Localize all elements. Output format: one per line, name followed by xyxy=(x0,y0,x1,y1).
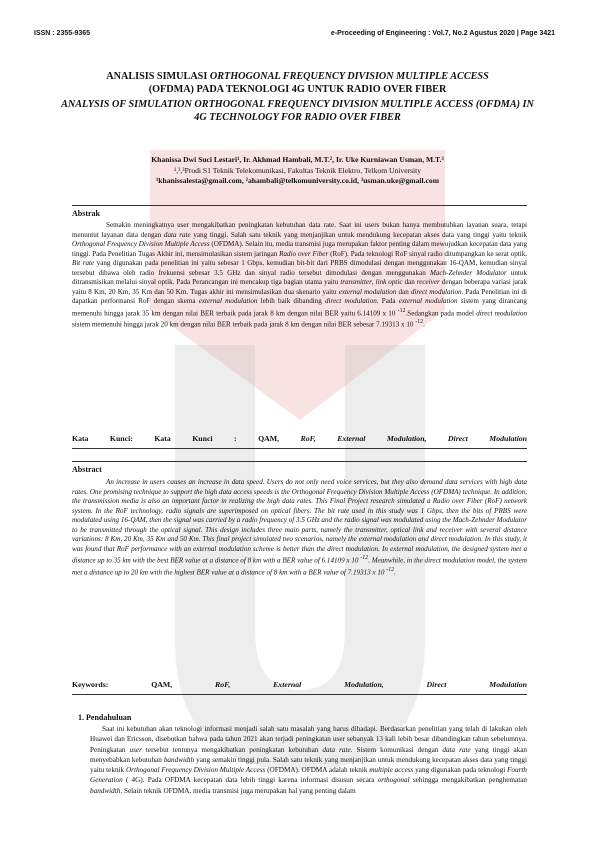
kata-kunci-line: Kata Kunci: Kata Kunci : QAM, RoF, External Modulation, Direct Modulation xyxy=(72,434,527,443)
keywords-line: Keywords: QAM, RoF, External Modulation, Direct Modulation xyxy=(72,680,527,689)
abstract-body: An increase in users causes an increase in data speed. Users do not only need voice services, but they also demand data services with high data rates. One promising technique to support the high data access speeds is the Orthogonal Frequency Division Multiple Access (OFDMA) technique. In addition, the transmission media is also an important factor in realizing the high data rates. This Final Project research simulated a Radio over Fiber (RoF) network system. In the RoF technology, radio signals are superimposed on optical fibers. The bit rate used in this study was 1 Gbps, then the bits of PRBS were modulated using 16-QAM, then the signal was carried by a radio frequency of 3.5 GHz and the radio signal was modulated using the Mach-Zehnder Modulator to be transmitted through the optical signal. This design includes three main parts, namely the transmitter, optical link and receiver with several distance variations: 8 Km, 20 Km, 35 Km and 50 Km. This final project simulated two scenarios, namely the external modulation and direct modulation. In this study, it was found that RoF performance with an external modulation scheme is better than the direct modulation. In external modulation, the designed system met a distance up to 35 km with the best BER value at a distance of 8 km with a BER value of 6.14109 x 10 $^{-12}$. Meanwhile, in the direct modulation model, the system met a distance up to 20 km with the highest BER value at a distance of 8 km with a BER value of 7.19313 x 10 $^{-12}$. xyxy=(72,478,527,577)
journal-header: e-Proceeding of Engineering : Vol.7, No.2 Agustus 2020 | Page 3421 xyxy=(330,30,555,37)
kata-kunci-bottom-rule xyxy=(72,448,527,449)
abstrak-top-rule xyxy=(72,205,527,206)
abstrak-heading: Abstrak xyxy=(72,209,101,218)
title-block xyxy=(55,70,540,124)
author-emails: ¹khanissalesta@gmail.com, ²ahambali@telkomuniversity.co.id, ³usman.uke@gmail.com xyxy=(155,176,440,185)
abstract-top-rule xyxy=(72,461,527,462)
issn-header: ISSN : 2355-9365 xyxy=(34,30,91,37)
authors-block xyxy=(55,155,540,187)
author-names: Khanissa Dwi Suci Lestari¹, Ir. Akhmad Hambali, M.T.², Ir. Uke Kurniawan Usman, M.T.³ xyxy=(151,155,444,164)
author-affiliation: ¹,²,³Prodi S1 Teknik Telekomunikasi, Fakultas Teknik Elektro, Telkom University xyxy=(173,165,422,175)
abstract-heading: Abstract xyxy=(72,465,102,474)
title-english: ANALYSIS OF SIMULATION ORTHOGONAL FREQUENCY DIVISION MULTIPLE ACCESS (OFDMA) IN 4G TECHNOLOGY FOR RADIO OVER FIBER xyxy=(61,99,534,123)
intro-heading: 1. Pendahuluan xyxy=(78,713,132,722)
abstrak-body: Semakin meningkatnya user mengakibatkan peningkatan kebutuhan data rate. Saat ini users bukan hanya membutuhkan layanan suara, tetapi menuntut layanan data dengan data rate yang tinggi. Salah satu teknik yang menjanjikan untuk mendukung kecepatan akses data yang tinggi yaitu teknik Orthogonal Frequency Division Multiple Access (OFDMA). Selain itu, media transmisi juga merupakan faktor penting dalam mewujudkan kecepatan data yang tinggi. Pada Penelitian Tugas Akhir ini, mensimulasikan sistem jaringan Radio over Fiber (RoF). Pada teknologi RoF sinyal radio ditumpangkan ke serat optik. Bit rate yang digunakan pada penelitian ini yaitu sebesar 1 Gbps, kemudian bit-bit dari PRBS dimodulasi dengan menggunakan 16-QAM, kemudian sinyal tersebut dibawa oleh radio frekuensi sebesar 3.5 GHz dan sinyal radio tersebut dimodulasi dengan menggunakan Mach-Zehnder Modulator untuk ditransmisikan melalui sinyal optik. Pada Perancangan ini mencakup tiga bagian utama yaitu transmitter, link optic dan receiver dengan beberapa variasi jarak yaitu 8 Km, 20 Km, 35 Km dan 50 Km. Tugas akhir ini mensimulasikan dua skenario yaitu external modulation dan direct modulation. Pada Penelitian ini di dapatkan performansi RoF dengan skema external modulation lebih baik dibanding direct modulation. Pada external modulation sistem yang dirancang memenuhi hingga jarak 35 km dengan nilai BER terbaik pada jarak 8 km dengan nilai BER yaitu 6.14109 x 10 $^{-12}$.Sedangkan pada model direct modulation sistem memenuhi hingga jarak 20 km dengan nilai BER terbaik pada jarak 8 km dengan nilai BER sebesar 7.19313 x 10 $^{-12}$. xyxy=(72,221,528,329)
title-indonesian: ANALISIS SIMULASI ORTHOGONAL FREQUENCY DIVISION MULTIPLE ACCESS (OFDMA) PADA TEKNOLOGI 4G UNTUK RADIO OVER FIBER xyxy=(106,71,489,95)
keywords-bottom-rule xyxy=(72,694,527,695)
intro-body: Saat ini kebutuhan akan teknologi informasi menjadi salah satu masalah yang harus dihadapi. Berdasarkan penelitian yang telah di lakukan oleh Huawei dan Ericsson, disebutkan bahwa pada tahun 2021 akan terjadi peningkatan user sebanyak 13 kali lebih besar dibandingkan tahun sebelumnya. Peningkatan user tersebut tentunya mengakibatkan peningkatan kebutuhan data rate. Sistem komunikasi dengan data rate yang tinggi akan menyebabkan kebutuhan bandwidth yang semakin tinggi pula. Salah satu teknik yang menjanjikan untuk mendukung kecepatan akses data yang tinggi yaitu teknik Orthogonal Frequency Division Multiple Access (OFDMA). OFDMA adalah teknik multiple access yang digunakan pada teknologi Fourth Generation ( 4G). Pada OFDMA kecepatan data lebih tinggi karena informasi disusun secara orthogonal sehingga mengakibatkan penghematan bandwidth. Selain teknik OFDMA, media transmisi juga merupakan hal yang penting dalam xyxy=(90,725,528,795)
